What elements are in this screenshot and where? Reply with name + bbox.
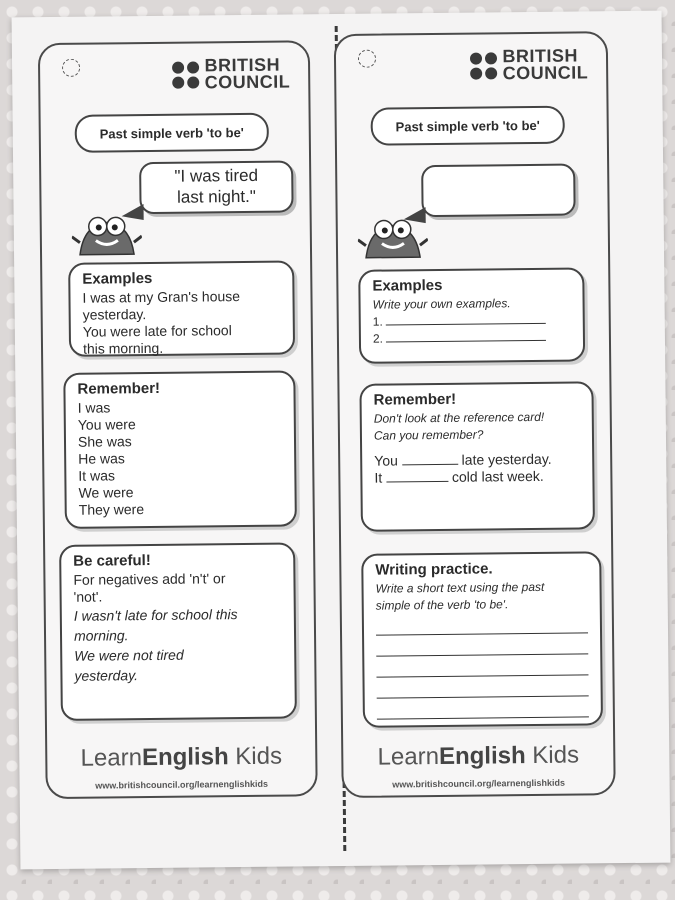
writing-practice-box	[361, 551, 603, 728]
conjugation-line: You were	[77, 416, 136, 433]
conjugation-line: It was	[78, 467, 116, 484]
footer-url: www.britishcouncil.org/learnenglishkids	[392, 777, 565, 790]
careful-heading: Be careful!	[73, 551, 151, 570]
writing-heading: Writing practice.	[375, 560, 493, 579]
careful-italic-line: We were not tired	[74, 646, 184, 664]
brand-english: English	[141, 743, 229, 772]
writing-line[interactable]	[377, 696, 589, 719]
writing-line[interactable]	[376, 633, 588, 656]
brand-learn: Learn	[377, 742, 440, 771]
bookmark-left	[38, 40, 318, 799]
example-blank-1[interactable]	[386, 323, 546, 326]
logo-dots-icon	[469, 52, 496, 79]
conjugation-line: We were	[78, 484, 134, 501]
sentence-1-end: late yesterday.	[461, 450, 552, 468]
monster-mascot-icon	[72, 202, 143, 261]
footer-url: www.britishcouncil.org/learnenglishkids	[95, 778, 268, 791]
conjugation-line: She was	[77, 433, 132, 450]
remember-instruction-2: Can you remember?	[373, 427, 484, 443]
logo-line-2: COUNCIL	[204, 71, 291, 93]
writing-instruction-1: Write a short text using the past	[375, 579, 545, 596]
conjugation-line: He was	[78, 450, 125, 467]
writing-line[interactable]	[376, 612, 588, 635]
logo-line-2: COUNCIL	[502, 62, 589, 84]
punch-hole-icon	[358, 50, 376, 68]
speech-line-1: "I was tired	[174, 165, 259, 186]
sentence-2-start: It	[374, 469, 383, 486]
british-council-logo	[171, 54, 291, 93]
example-line: You were late for school	[82, 322, 232, 340]
writing-instruction-2: simple of the verb 'to be'.	[375, 597, 509, 613]
logo-line-1: BRITISH	[502, 45, 579, 67]
example-blank-2[interactable]	[386, 340, 546, 343]
examples-heading: Examples	[372, 276, 443, 295]
conjugation-line: I was	[77, 399, 111, 416]
page-title: Past simple verb 'to be'	[75, 113, 269, 153]
sentence-2-blank[interactable]	[386, 481, 448, 483]
example-line: yesterday.	[82, 306, 147, 323]
worksheet-paper	[12, 11, 671, 870]
remember-box	[63, 370, 297, 528]
examples-box	[68, 260, 295, 356]
careful-line: For negatives add 'n't' or	[73, 570, 226, 588]
brand-learn: Learn	[80, 744, 143, 772]
careful-italic-line: I wasn't late for school this	[73, 606, 238, 624]
logo-dots-icon	[172, 61, 199, 88]
remember-heading: Remember!	[373, 390, 457, 409]
brand-kids: Kids	[228, 742, 283, 771]
empty-speech-bubble[interactable]	[421, 164, 576, 218]
remember-heading: Remember!	[77, 379, 161, 398]
example-number-1: 1.	[372, 314, 383, 329]
example-number-2: 2.	[372, 331, 384, 346]
remember-box	[359, 381, 595, 531]
sentence-2-end: cold last week.	[451, 467, 544, 485]
bookmark-right	[334, 31, 616, 798]
careful-line: 'not'.	[73, 588, 103, 605]
writing-line[interactable]	[376, 675, 588, 698]
examples-instruction: Write your own examples.	[372, 296, 511, 312]
examples-heading: Examples	[82, 269, 153, 288]
careful-italic-line: yesterday.	[74, 667, 139, 684]
british-council-logo	[469, 47, 588, 82]
be-careful-box	[59, 542, 297, 720]
speech-line-2: last night."	[176, 186, 256, 207]
sentence-1-start: You	[374, 452, 398, 469]
remember-instruction-1: Don't look at the reference card!	[373, 409, 545, 426]
careful-italic-line: morning.	[73, 627, 129, 644]
learnenglish-kids-logo	[47, 742, 315, 773]
learnenglish-kids-logo	[343, 741, 613, 772]
monster-mascot-icon	[358, 205, 429, 264]
brand-kids: Kids	[525, 741, 580, 770]
conjugation-line: They were	[78, 501, 145, 518]
brand-english: English	[438, 742, 526, 770]
logo-line-1: BRITISH	[204, 54, 281, 76]
example-line: this morning.	[82, 339, 164, 357]
sentence-1-blank[interactable]	[402, 464, 458, 466]
example-line: I was at my Gran's house	[82, 288, 241, 306]
writing-line[interactable]	[376, 654, 588, 677]
punch-hole-icon	[62, 59, 80, 77]
speech-bubble	[139, 160, 294, 214]
page-title: Past simple verb 'to be'	[371, 106, 565, 146]
examples-box	[358, 267, 585, 363]
